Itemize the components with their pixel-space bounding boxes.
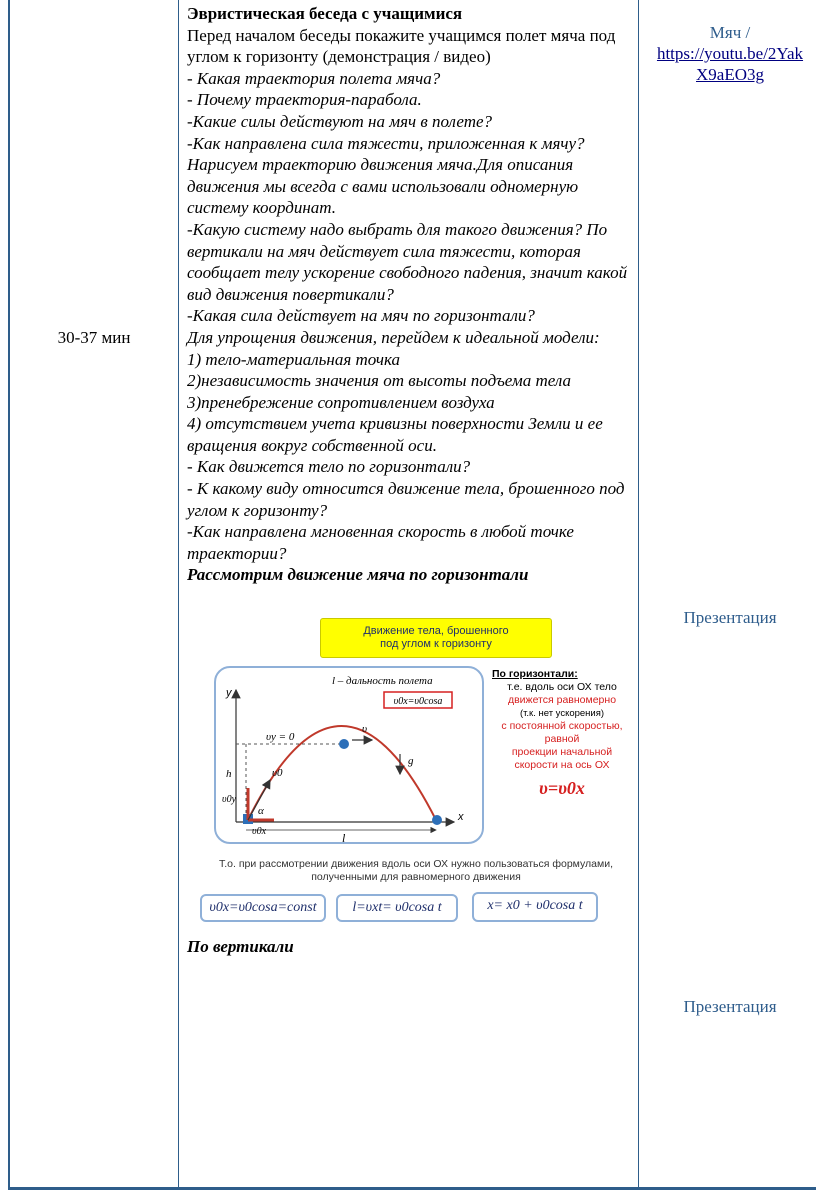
side-line: равной [544, 733, 580, 745]
question-line: -Какая сила действует на мяч по горизонтали? [187, 306, 535, 326]
formula-box-3: x= x0 + υ0cosa t [472, 892, 598, 922]
section-title: Эвристическая беседа с учащимися [187, 4, 463, 23]
question-line: -Какую систему надо выбрать для такого движения? По вертикали на мяч действует сила тяжести, которая сообщает телу ускорение свободного падения, значит какой вид движения повертикали? [187, 219, 628, 304]
vertical-heading: По вертикали [187, 937, 294, 956]
axis-x-label: x [458, 811, 464, 823]
side-line: проекции начальной [511, 746, 613, 758]
link-line: https://youtu.be/2Yak [656, 44, 804, 63]
time-cell: 30-37 мин [57, 328, 131, 347]
model-item: 2)независимость значения от высоты подъема тела [187, 371, 572, 391]
h-label: h [226, 768, 232, 780]
side-line: (т.к. нет ускорения) [519, 708, 605, 719]
alpha-label: α [258, 805, 264, 817]
axis-y-label: y [226, 687, 232, 699]
projectile-figure [186, 612, 638, 932]
column-divider-2 [638, 0, 639, 1190]
link-line: X9aEO3g [696, 65, 764, 84]
vertical-section [187, 936, 637, 958]
formula-box-2: l=υxt= υ0cosa t [336, 894, 458, 922]
v-label: υ [362, 723, 368, 735]
banner-line: Движение тела, брошенного [363, 625, 509, 637]
question-line: -Какие силы действуют на мяч в полете? [187, 111, 493, 131]
v0-label: υ0 [272, 767, 283, 779]
side-explanation [492, 668, 632, 798]
v0x-label: υ0x [252, 826, 267, 837]
v0y-label: υ0y [222, 794, 237, 805]
question-line: - Какая траектория полета мяча? [187, 68, 441, 88]
side-line: движется равномерно [507, 694, 617, 706]
note-line: полученными для равномерного движения [311, 871, 521, 883]
side-formula: υ=υ0x [539, 778, 585, 798]
ball-video-link[interactable] [657, 44, 803, 84]
model-item: 3)пренебрежение сопротивлением воздуха [187, 392, 495, 412]
banner-line: под углом к горизонту [380, 638, 492, 650]
horizontal-heading: Рассмотрим движение мяча по горизонтали [187, 565, 529, 585]
question-line: - К какому виду относится движение тела, брошенного под углом к горизонту? [187, 479, 625, 520]
question-line: - Как движется тело по горизонтали? [187, 457, 471, 477]
vy-zero-label: υy = 0 [266, 731, 295, 743]
lesson-content [187, 3, 637, 586]
question-line: -Как направлена мгновенная скорость в любой точке траектории? [187, 522, 574, 563]
note-line: Т.о. при рассмотрении движения вдоль оси ОХ нужно пользоваться формулами, [218, 858, 613, 870]
ball-resource [642, 22, 816, 85]
question-line: - Почему траектория-парабола. [187, 90, 422, 110]
model-item: 4) отсутствием учета кривизны поверхности Земли и ее вращения вокруг собственной оси. [187, 414, 603, 455]
presentation-resource-2: Презентация [683, 997, 777, 1016]
ball-prefix: Мяч / [709, 23, 751, 42]
side-title: По горизонтали: [492, 668, 578, 680]
side-line: т.е. вдоль оси ОХ тело [507, 681, 617, 693]
question-line: Для упрощения движения, перейдем к идеальной модели: [187, 327, 600, 347]
model-item: 1) тело-материальная точка [187, 349, 400, 369]
ball-top [339, 739, 349, 749]
intro-text: Перед началом беседы покажите учащимся полет мяча под углом к горизонту (демонстрация / видео) [187, 25, 616, 67]
presentation-resource-1: Презентация [683, 608, 777, 627]
formula-box-1: υ0x=υ0cosa=const [200, 894, 326, 922]
figure-note [196, 858, 636, 884]
side-line: с постоянной скоростью, [501, 720, 623, 732]
range-label: l – дальность полета [332, 675, 433, 687]
l-label: l [342, 831, 346, 845]
side-line: скорости на ось ОХ [514, 759, 610, 771]
ball-end [432, 815, 442, 825]
column-divider-1 [178, 0, 179, 1190]
g-label: g [408, 755, 414, 767]
question-line: -Как направлена сила тяжести, приложенная к мячу?Нарисуем траекторию движения мяча.Для описания движения мы всегда с вами использовали одномерную систему координат. [187, 133, 585, 218]
range-formula: υ0x=υ0cosa [393, 696, 443, 707]
